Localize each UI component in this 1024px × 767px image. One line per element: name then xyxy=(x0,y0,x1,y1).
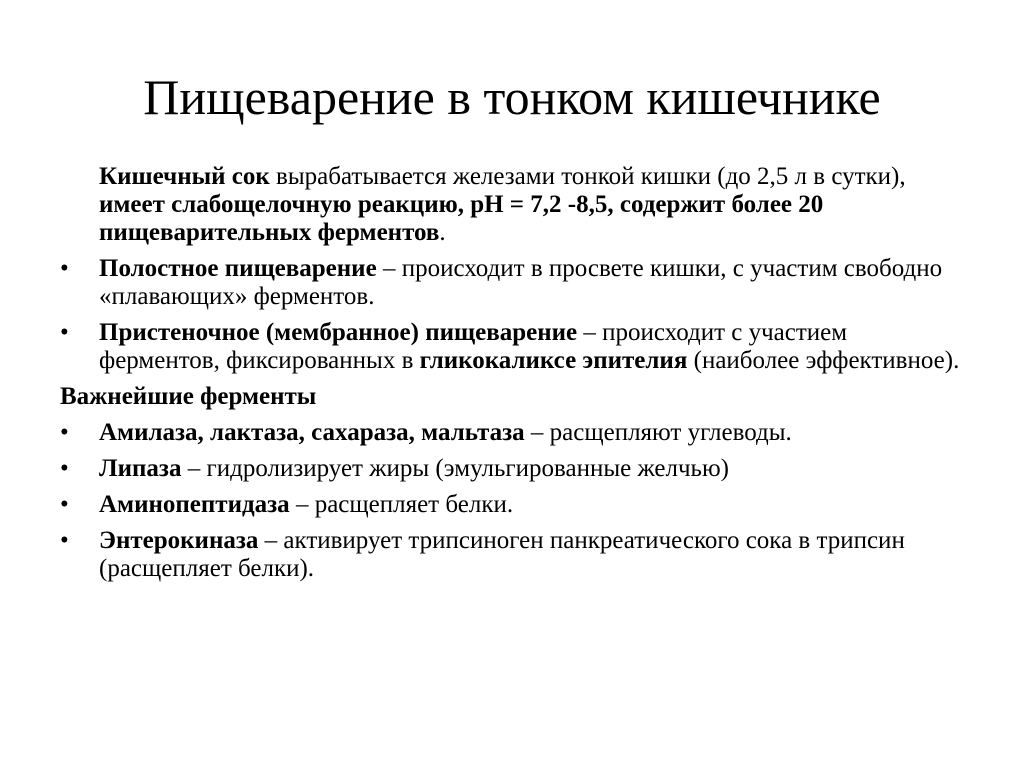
intro-text-2: . xyxy=(439,219,446,246)
intro-bold-2: имеет слабощелочную реакцию, рН = 7,2 -8,5, содержит более 20 пищеварительных ферментов xyxy=(99,191,824,246)
bullet3-text: – расщепляют углеводы. xyxy=(524,419,792,446)
bullet6-term: Энтерокиназа xyxy=(99,527,259,554)
bullet-marker: • xyxy=(60,419,69,446)
bullet2-text-2: (наиболее эффективное). xyxy=(687,347,960,374)
bullet-marker: • xyxy=(60,491,69,518)
bullet-enterokinase xyxy=(60,527,960,583)
bullet-aminopeptidase xyxy=(60,491,960,519)
bullet1-term: Полостное пищеварение xyxy=(99,255,377,282)
bullet5-text: – расщепляет белки. xyxy=(289,491,514,518)
intro-term: Кишечный сок xyxy=(99,163,270,190)
bullet4-text: – гидролизирует жиры (эмульгированные желчью) xyxy=(181,455,729,482)
enzymes-subheading xyxy=(60,383,960,411)
slide-body xyxy=(60,163,960,591)
intro-paragraph xyxy=(60,163,960,247)
bullet2-bold-2: гликокаликсе эпителия xyxy=(419,347,688,374)
bullet-membrane-digestion xyxy=(60,319,960,375)
bullet-marker: • xyxy=(60,455,69,482)
bullet2-text-1: – происходит с участием ферментов, фиксированных в xyxy=(99,319,848,374)
bullet2-term: Пристеночное (мембранное) пищеварение xyxy=(99,319,578,346)
bullet-marker: • xyxy=(60,255,69,282)
bullet1-text: – происходит в просвете кишки, с участим свободно «плавающих» ферментов. xyxy=(99,255,943,310)
bullet-lipase xyxy=(60,455,960,483)
bullet5-term: Аминопептидаза xyxy=(99,491,290,518)
intro-text-1: вырабатывается железами тонкой кишки (до 2,5 л в сутки), xyxy=(269,163,906,190)
bullet3-term: Амилаза, лактаза, сахараза, мальтаза xyxy=(99,419,525,446)
bullet-cavity-digestion xyxy=(60,255,960,311)
bullet-marker: • xyxy=(60,527,69,554)
bullet4-term: Липаза xyxy=(99,455,182,482)
slide-title: Пищеварение в тонком кишечнике xyxy=(143,69,881,125)
subheading-text: Важнейшие ферменты xyxy=(60,383,317,410)
bullet-carbohydrases xyxy=(60,419,960,447)
bullet-marker: • xyxy=(60,319,69,346)
bullet6-text: – активирует трипсиноген панкреатического сока в трипсин (расщепляет белки). xyxy=(99,527,905,582)
